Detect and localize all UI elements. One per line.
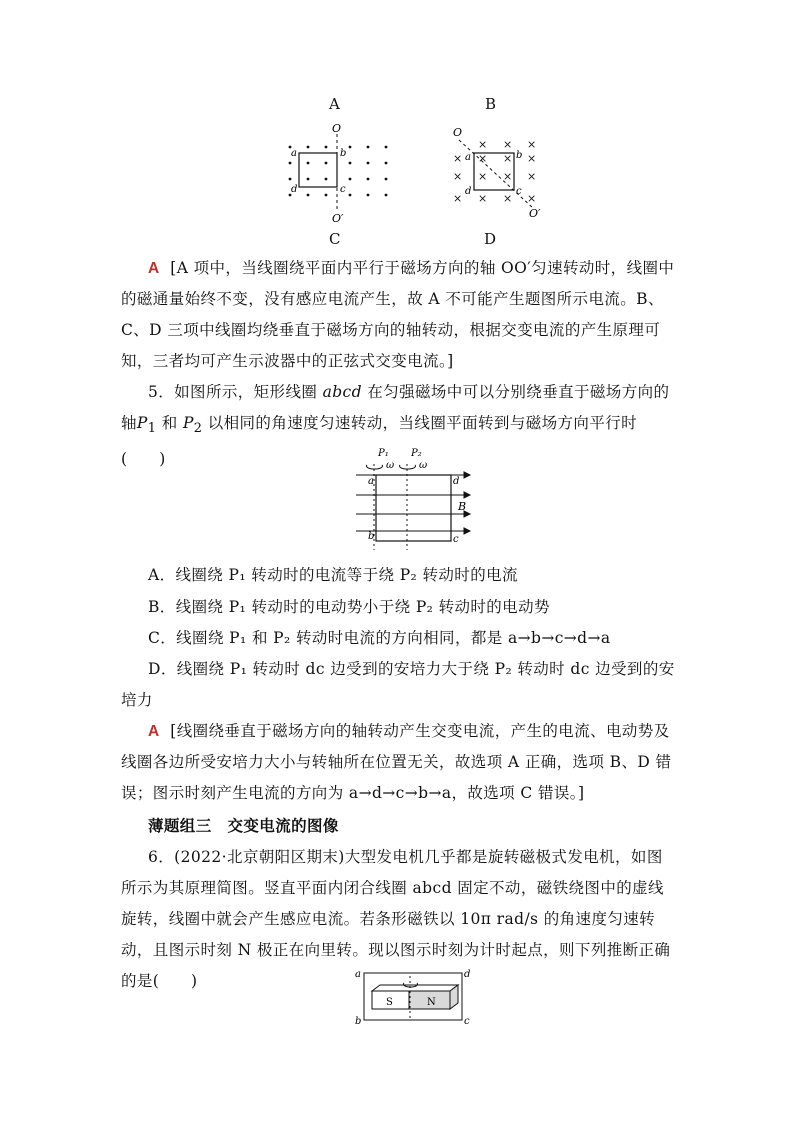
- stem-axis-p1: P: [136, 414, 148, 432]
- stem-text: 5．如图所示，矩形线圈: [148, 383, 323, 401]
- corner-label-b: b: [516, 150, 523, 161]
- corner-label-a: a: [291, 148, 297, 159]
- label-p2: P₂: [411, 448, 422, 459]
- q5-figure: [352, 446, 477, 550]
- field-label-b: B: [458, 500, 467, 513]
- section-heading: 薄题组三 交变电流的图像: [148, 816, 339, 835]
- pole-n: N: [427, 997, 436, 1008]
- svg-text:×: ×: [453, 170, 463, 183]
- svg-text:×: ×: [478, 152, 488, 165]
- axis-label-bottom: O′: [332, 212, 344, 225]
- corner-label-c: c: [464, 1016, 470, 1027]
- label-omega1: ω: [386, 460, 395, 471]
- corner-label-d: d: [465, 186, 472, 197]
- corner-label-c: c: [453, 534, 459, 545]
- svg-text:×: ×: [503, 138, 513, 151]
- svg-text:×: ×: [478, 170, 488, 183]
- stem-axis-p2: P: [182, 414, 194, 432]
- svg-text:×: ×: [478, 138, 488, 151]
- axis-label-bottom: O′: [529, 207, 541, 220]
- corner-label-d: d: [291, 184, 298, 195]
- bar-magnet: [372, 985, 458, 1009]
- corner-label-b: b: [355, 1016, 362, 1027]
- stem-text: 以相同的角速度匀速转动，当线圈平面转到与磁场方向平行时( ): [121, 414, 638, 469]
- svg-text:×: ×: [503, 170, 513, 183]
- answer-letter: A: [148, 723, 160, 740]
- axis-label-top: O: [453, 126, 463, 139]
- svg-text:×: ×: [453, 192, 463, 205]
- answer-letter: A: [148, 260, 160, 277]
- answer-explanation: [A 项中，当线圈绕平面内平行于磁场方向的轴 OO′匀速转动时，线圈中的磁通量始终不变，没有感应电流产生，故 A 不可能产生题图所示电流。B、C、D 三项中线圈均绕垂直于磁场方向的轴转动，根据交变电流的产生原理可知，三者均可产生示波器中的正弦式交变电流。]: [121, 259, 675, 370]
- svg-text:×: ×: [527, 138, 537, 151]
- corner-label-a: a: [368, 476, 374, 487]
- stem-coil-name: abcd: [322, 383, 362, 401]
- corner-label-b: b: [368, 531, 375, 542]
- figure-label-c: C: [329, 230, 341, 248]
- q5-option-a: A．线圈绕 P₁ 转动时的电流等于绕 P₂ 转动时的电流: [148, 566, 518, 584]
- svg-text:×: ×: [503, 192, 513, 205]
- svg-text:×: ×: [478, 192, 488, 205]
- figure-d-diagram: [445, 120, 555, 225]
- svg-text:×: ×: [503, 152, 513, 165]
- figure-label-d: D: [484, 230, 497, 248]
- q5-option-b: B．线圈绕 P₁ 转动时的电动势小于绕 P₂ 转动时的电动势: [148, 598, 550, 616]
- corner-label-a: a: [355, 969, 361, 980]
- stem-sub: 2: [193, 421, 203, 437]
- q5-answer: [121, 716, 676, 809]
- q5-option-d: D．线圈绕 P₁ 转动时 dc 边受到的安培力大于绕 P₂ 转动时 dc 边受到的安培力: [121, 660, 675, 709]
- figure-label-a: A: [329, 95, 340, 113]
- stem-sub: 1: [147, 421, 157, 437]
- stem-text: 在匀强磁场中可以分别绕垂直于磁场方向的轴: [121, 383, 670, 432]
- q4-answer: [121, 253, 676, 377]
- corner-label-d: d: [464, 969, 471, 980]
- axis-label-top: O: [332, 122, 342, 135]
- label-omega2: ω: [419, 460, 428, 471]
- figure-c-diagram: [280, 120, 400, 225]
- coil-rectangle: [299, 153, 337, 187]
- answer-explanation: [线圈绕垂直于磁场方向的轴转动产生交变电流，产生的电流、电动势及线圈各边所受安培力大小与转轴所在位置无关，故选项 A 正确，选项 B、D 错误；图示时刻产生电流的方向为 a→d→c→b→a，故选项 C 错误。]: [121, 722, 672, 802]
- q5-option-c: C．线圈绕 P₁ 和 P₂ 转动时电流的方向相同，都是 a→b→c→d→a: [148, 629, 611, 647]
- svg-text:×: ×: [527, 152, 537, 165]
- pole-s: S: [386, 997, 393, 1008]
- corner-label-a: a: [465, 152, 471, 163]
- q6-stem: 6．(2022·北京朝阳区期末)大型发电机几乎都是旋转磁极式发电机，如图所示为其原理简图。竖直平面内闭合线圈 abcd 固定不动，磁铁绕图中的虚线旋转，线圈中就会产生感应电流。若条形磁铁以 10π rad/s 的角速度匀速转动，且图示时刻 N 极正在向里转。现以图示时刻为计时起点，则下列推断正确的是( ): [121, 848, 671, 990]
- svg-text:×: ×: [453, 152, 463, 165]
- corner-label-b: b: [340, 148, 347, 159]
- corner-label-c: c: [340, 184, 346, 195]
- corner-label-d: d: [453, 476, 460, 487]
- q6-figure: [350, 966, 475, 1028]
- label-p1: P₁: [378, 448, 389, 459]
- svg-text:×: ×: [527, 170, 537, 183]
- stem-text: 和: [156, 414, 183, 432]
- corner-label-c: c: [516, 186, 522, 197]
- svg-text:×: ×: [527, 192, 537, 205]
- figure-label-b: B: [485, 95, 497, 113]
